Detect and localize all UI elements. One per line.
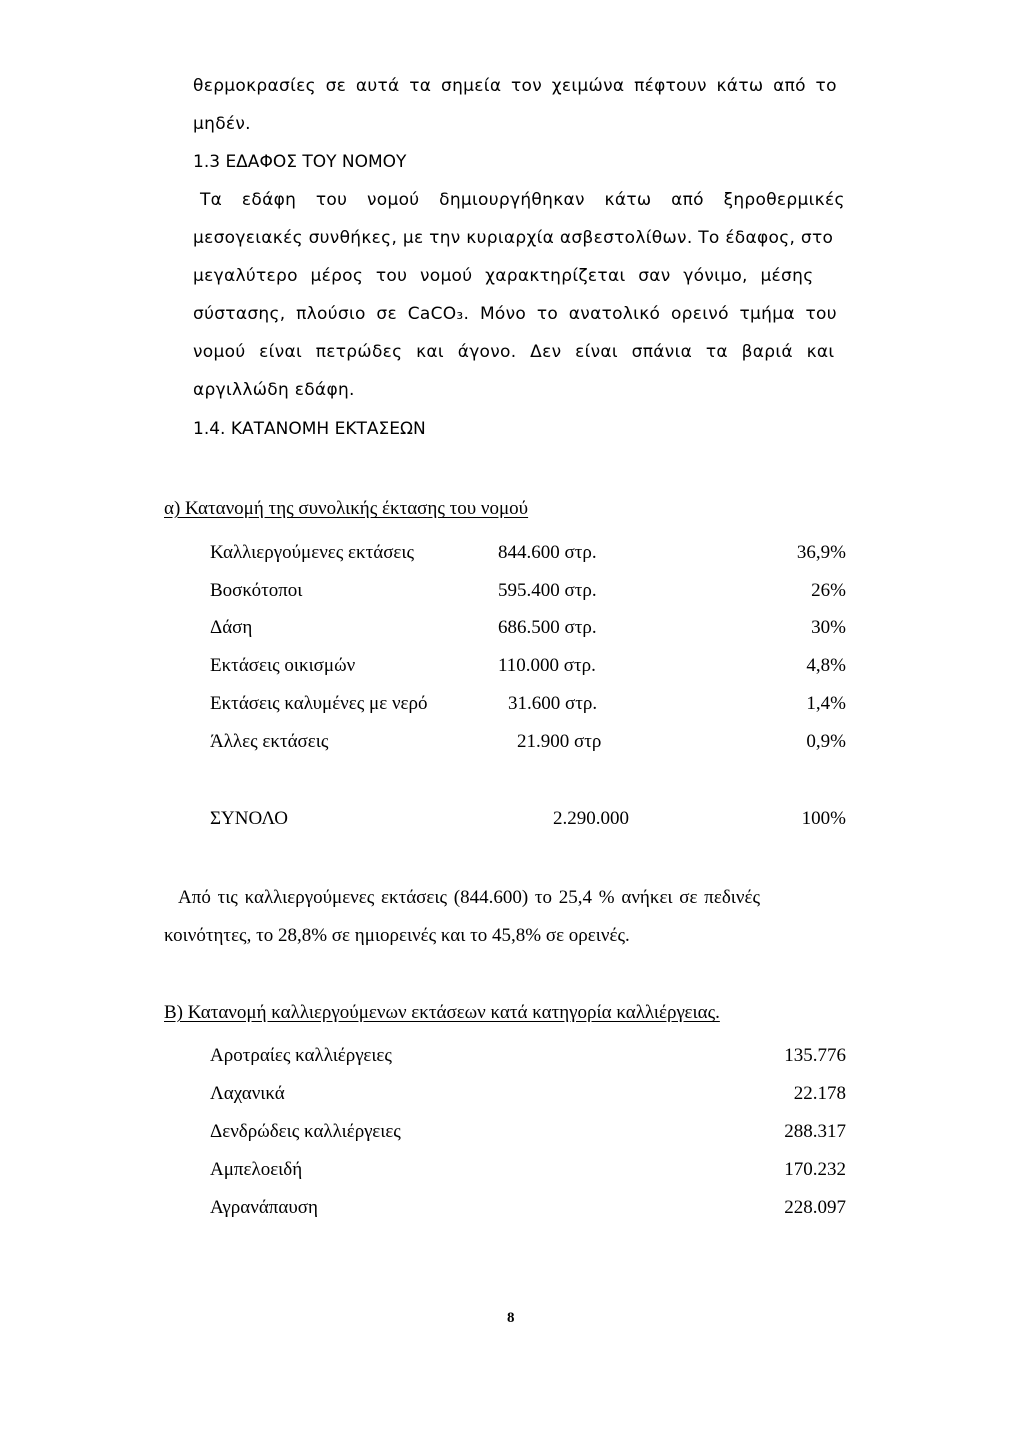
row-area: 31.600 στρ.	[508, 693, 598, 714]
row-value: 228.097	[784, 1197, 846, 1218]
table-b-title: Β) Κατανομή καλλιεργούμενων εκτάσεων κατά κατηγορία καλλιέργειας.	[164, 1002, 720, 1023]
table-a-title: α) Κατανομή της συνολικής έκτασης του νομού	[164, 498, 529, 519]
soil-line-3: μεγαλύτερο μέρος του νομού χαρακτηρίζεται σαν γόνιμο, μέσης	[193, 266, 814, 286]
row-label: Βοσκότοποι	[210, 580, 303, 601]
row-label: Καλλιεργούμενες εκτάσεις	[210, 542, 415, 563]
soil-line-4: σύστασης, πλούσιο σε CaCO₃. Μόνο το ανατολικό ορεινό τμήμα του	[193, 304, 837, 324]
row-area: 844.600 στρ.	[498, 542, 597, 563]
row-area: 595.400 στρ.	[498, 580, 597, 601]
row-pct: 4,8%	[806, 655, 846, 676]
row-label: Αμπελοειδή	[210, 1159, 303, 1180]
row-area: 21.900 στρ	[517, 731, 602, 752]
soil-line-2: μεσογειακές συνθήκες, με την κυριαρχία ασβεστολίθων. Το έδαφος, στο	[193, 228, 834, 248]
row-pct: 26%	[811, 580, 846, 601]
row-value: 288.317	[784, 1121, 846, 1142]
total-pct: 100%	[801, 808, 846, 829]
soil-line-5: νομού είναι πετρώδες και άγονο. Δεν είναι σπάνια τα βαριά και	[193, 342, 835, 362]
page-number: 8	[507, 1310, 515, 1326]
row-label: Λαχανικά	[210, 1083, 285, 1104]
total-area: 2.290.000	[553, 808, 629, 829]
row-label: Εκτάσεις οικισμών	[210, 655, 356, 676]
row-label: Αροτραίες καλλιέργειες	[210, 1045, 392, 1066]
soil-line-6: αργιλλώδη εδάφη.	[193, 380, 355, 400]
section-1-3-heading: 1.3 ΕΔΑΦΟΣ ΤΟΥ ΝΟΜΟΥ	[193, 152, 407, 172]
row-pct: 30%	[811, 617, 846, 638]
row-value: 170.232	[784, 1159, 846, 1180]
row-label: Δάση	[210, 617, 253, 638]
row-pct: 1,4%	[806, 693, 846, 714]
climate-line-1: θερμοκρασίες σε αυτά τα σημεία τον χειμώνα πέφτουν κάτω από το	[193, 76, 837, 96]
row-label: Εκτάσεις καλυμένες με νερό	[210, 693, 428, 714]
row-pct: 36,9%	[796, 542, 846, 563]
row-area: 686.500 στρ.	[498, 617, 597, 638]
soil-line-1: Τα εδάφη του νομού δημιουργήθηκαν κάτω από ξηροθερμικές	[200, 190, 845, 210]
row-value: 22.178	[793, 1083, 846, 1104]
total-label: ΣΥΝΟΛΟ	[210, 808, 289, 829]
row-label: Αγρανάπαυση	[210, 1197, 318, 1218]
row-label: Δενδρώδεις καλλιέργειες	[210, 1121, 401, 1142]
climate-line-2: μηδέν.	[193, 114, 251, 134]
row-value: 135.776	[784, 1045, 846, 1066]
row-pct: 0,9%	[806, 731, 846, 752]
section-1-4-heading: 1.4. ΚΑΤΑΝΟΜΗ ΕΚΤΑΣΕΩΝ	[193, 419, 426, 439]
row-area: 110.000 στρ.	[498, 655, 596, 676]
note-line-1: Από τις καλλιεργούμενες εκτάσεις (844.600) το 25,4 % ανήκει σε πεδινές	[178, 887, 760, 908]
row-label: Άλλες εκτάσεις	[210, 731, 329, 752]
paragraph-line	[193, 76, 849, 96]
note-line-2: κοινότητες, το 28,8% σε ημιορεινές και το 45,8% σε ορεινές.	[164, 925, 630, 946]
